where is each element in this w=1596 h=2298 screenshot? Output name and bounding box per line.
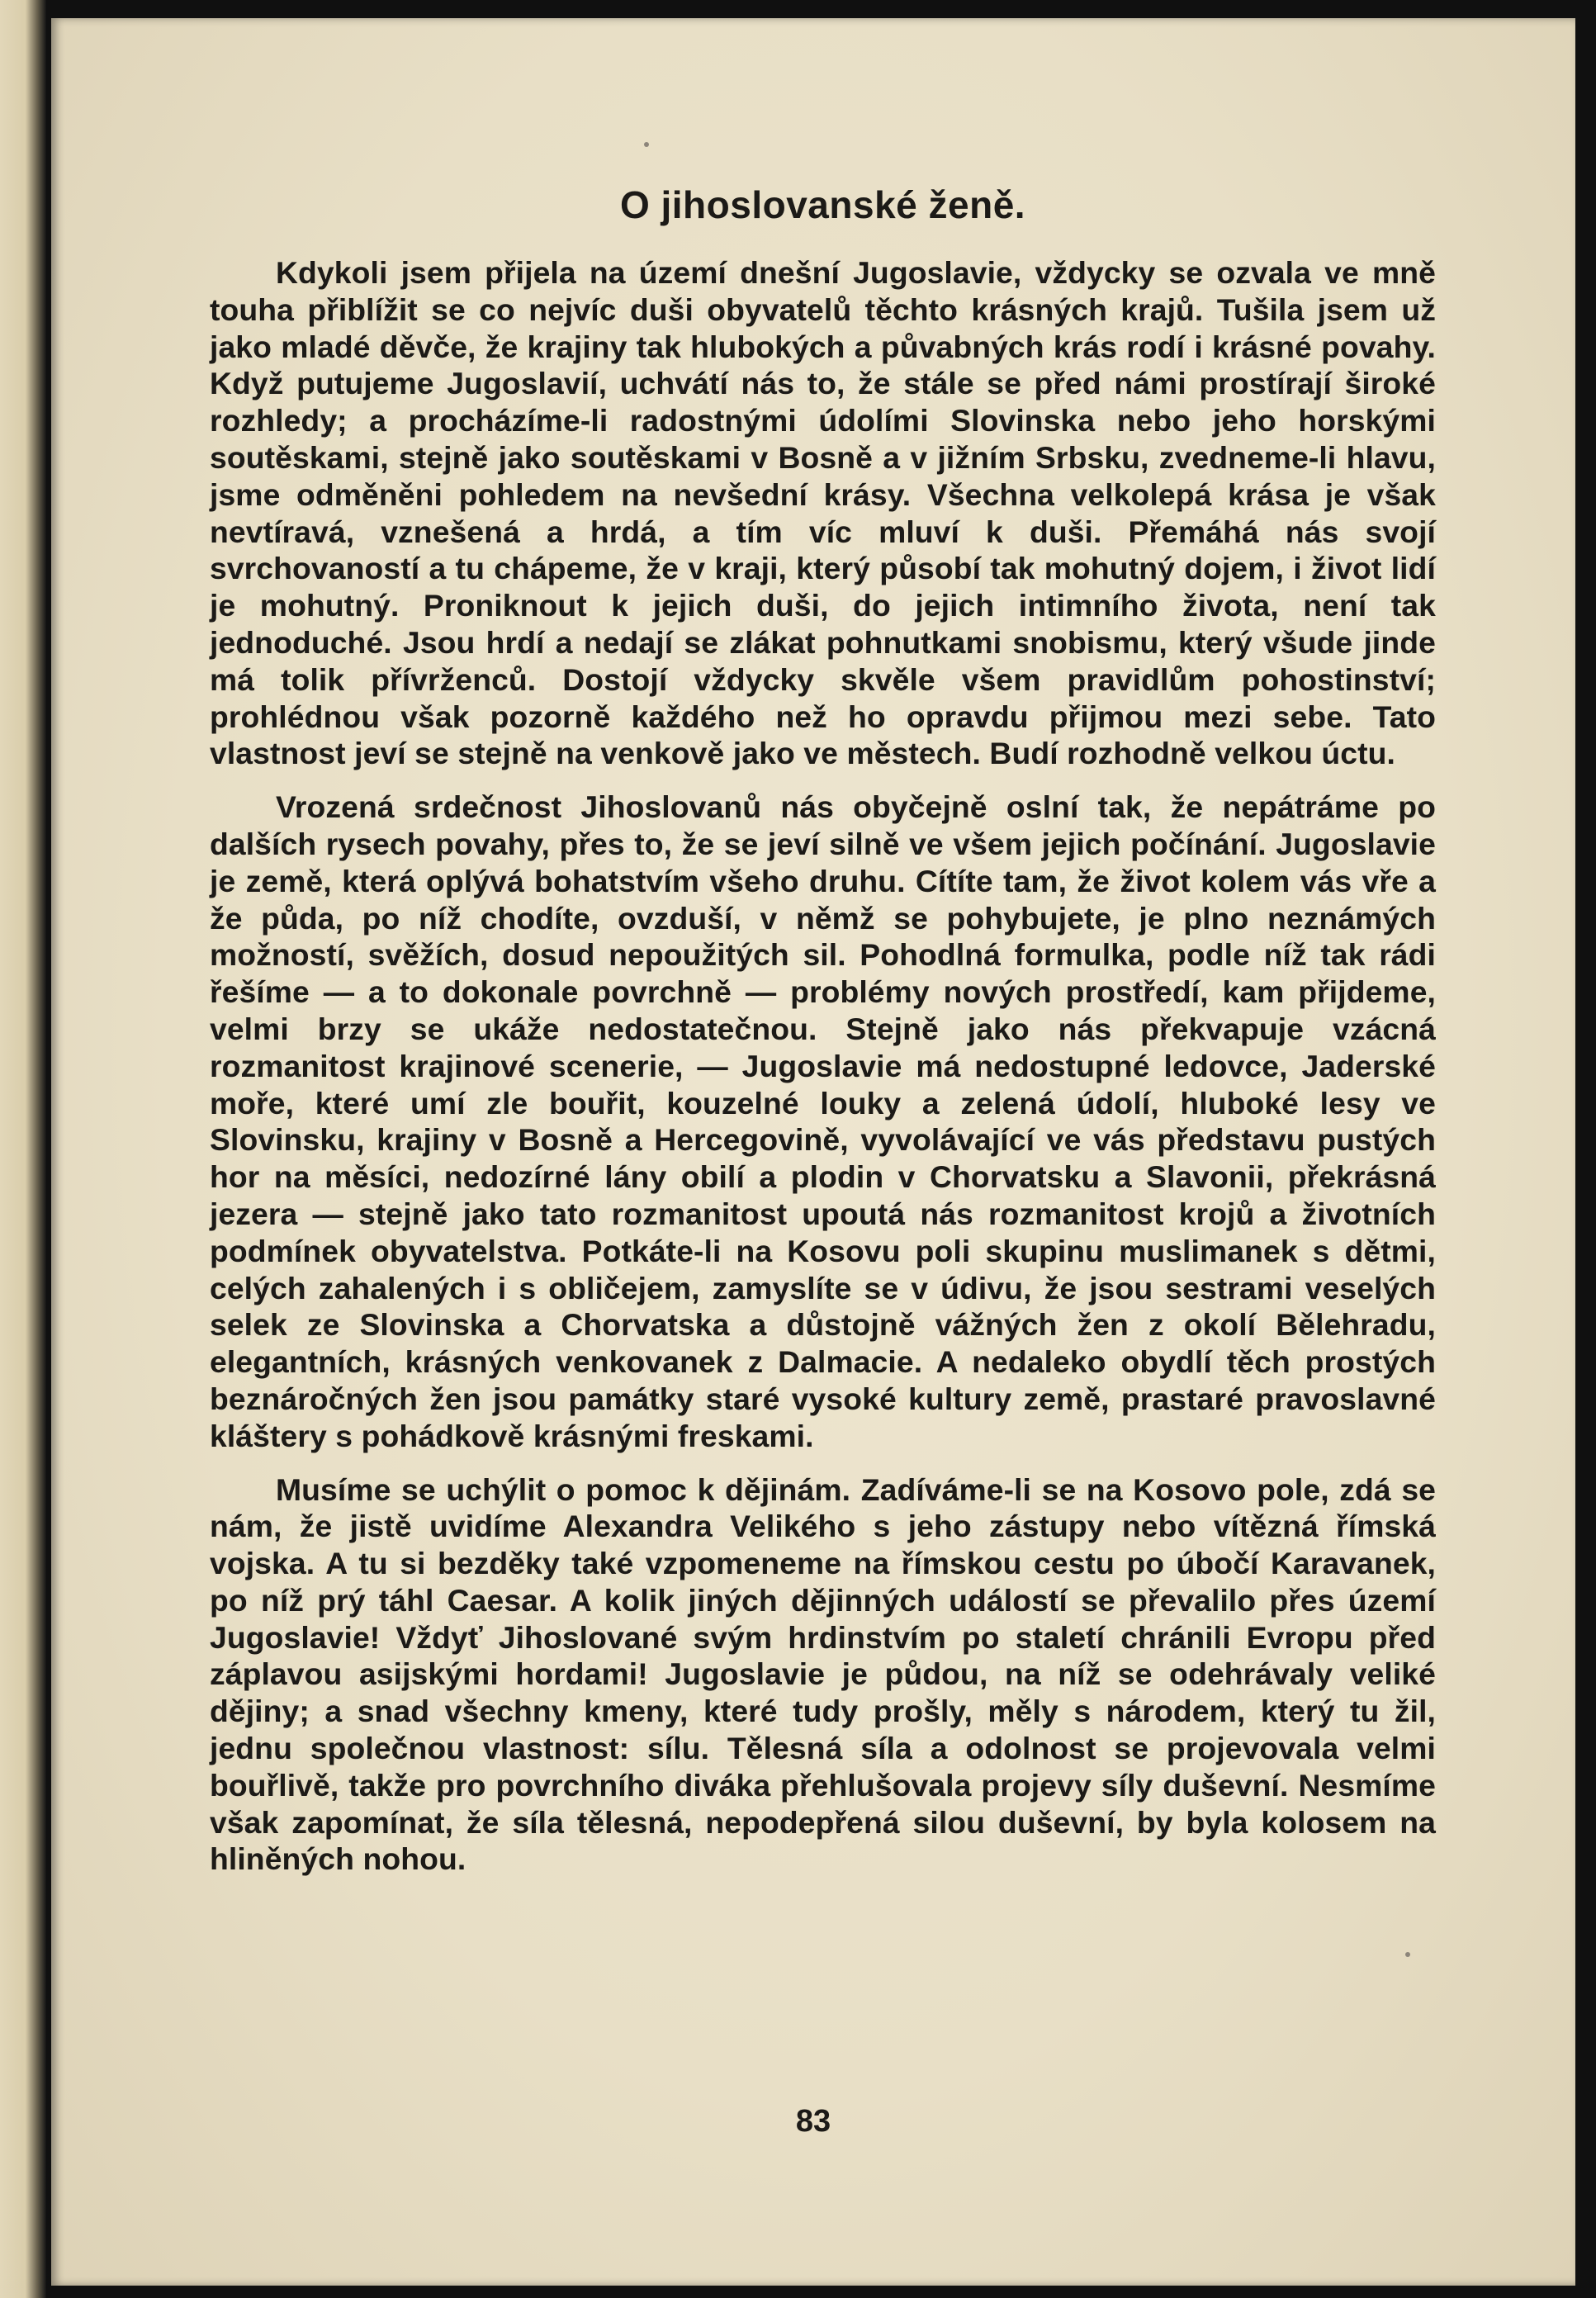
book-page [51, 18, 1575, 2286]
paragraph: Kdykoli jsem přijela na území dnešní Jugoslavie, vždycky se ozvala ve mně touha přiblížit se co nejvíc duši obyvatelů těchto krásných krajů. Tušila jsem už jako mladé děvče, že krajiny tak hlubokých a půvabných krás rodí i krásné povahy. Když putujeme Jugoslavií, uchvátí nás to, že stále se před námi prostírají široké rozhledy; a procházíme-li radostnými údolími Slovinska nebo jeho horskými soutěskami, stejně jako soutěskami v Bosně a v jižním Srbsku, zvedneme-li hlavu, jsme odměněni pohledem na nevšední krásy. Všechna velkolepá krása je však nevtíravá, vznešená a hrdá, a tím víc mluví k duši. Přemáhá nás svojí svrchovaností a tu chápeme, že v kraji, který působí tak mohutný dojem, i život lidí je mohutný. Proniknout k jejich duši, do jejich intimního života, není tak jednoduché. Jsou hrdí a nedají se zlákat pohnutkami snobismu, který všude jinde má tolik přívrženců. Dostojí vždycky skvěle všem pravidlům pohostinství; prohlédnou však pozorně každého než ho opravdu přijmou mezi sebe. Tato vlastnost jeví se stejně na venkově jako ve městech. Budí rozhodně velkou úctu. [210, 255, 1436, 771]
article [210, 157, 1436, 1878]
ink-speck [644, 142, 649, 147]
page-number: 83 [795, 2104, 831, 2139]
previous-page-edge [0, 0, 46, 2298]
paragraph: Vrozená srdečnost Jihoslovanů nás obyčejně oslní tak, že nepátráme po dalších rysech povahy, přes to, že se jeví silně ve všem jejich počínání. Jugoslavie je země, která oplývá bohatstvím všeho druhu. Cítíte tam, že život kolem vás vře a že půda, po níž chodíte, ovzduší, v němž se pohybujete, je plno neznámých možností, svěžích, dosud nepoužitých sil. Pohodlná formulka, podle níž tak rádi řešíme — a to dokonale povrchně — problémy nových prostředí, kam přijdeme, velmi brzy se ukáže nedostatečnou. Stejně jako nás překvapuje vzácná rozmanitost krajinové scenerie, — Jugoslavie má nedostupné ledovce, Jaderské moře, které umí zle bouřit, kouzelné louky a zelená údolí, hluboké lesy ve Slovinsku, krajiny v Bosně a Hercegovině, vyvolávající ve vás představu pustých hor na měsíci, nedozírné lány obilí a plodin v Chorvatsku a Slavonii, překrásná jezera — stejně jako tato rozmanitost upoutá nás rozmanitost krojů a životních podmínek obyvatelstva. Potkáte-li na Kosovu poli skupinu muslimanek s dětmi, celých zahalených i s obličejem, zamyslíte se v údivu, že jsou sestrami veselých selek ze Slovinska a Chorvatska a důstojně vážných žen z okolí Bělehradu, elegantních, krásných venkovanek z Dalmacie. A nedaleko obydlí těch prostých beznáročných žen jsou památky staré vysoké kultury země, prastaré pravoslavné kláštery s pohádkově krásnými freskami. [210, 789, 1436, 1453]
article-title: O jihoslovanské ženě. [619, 183, 1026, 226]
ink-speck [1405, 1952, 1410, 1957]
paragraph: Musíme se uchýlit o pomoc k dějinám. Zadíváme-li se na Kosovo pole, zdá se nám, že jistě uvidíme Alexandra Velikého s jeho zástupy nebo vítězná římská vojska. A tu si bezděky také vzpomeneme na římskou cestu po úbočí Karavanek, po níž prý táhl Caesar. A kolik jiných dějinných událostí se převalilo přes území Jugoslavie! Vždyť Jihoslované svým hrdinstvím po staletí chránili Evropu před záplavou asijskými hordami! Jugoslavie je půdou, na níž se odehrávaly veliké dějiny; a snad všechny kmeny, které tudy prošly, měly s národem, který tu žil, jednu společnou vlastnost: sílu. Tělesná síla a odolnost se projevovala velmi bouřlivě, takže pro povrchního diváka přehlušovala projevy síly duševní. Nesmíme však zapomínat, že síla tělesná, nepodepřená silou duševní, by byla kolosem na hliněných nohou. [210, 1471, 1436, 1877]
